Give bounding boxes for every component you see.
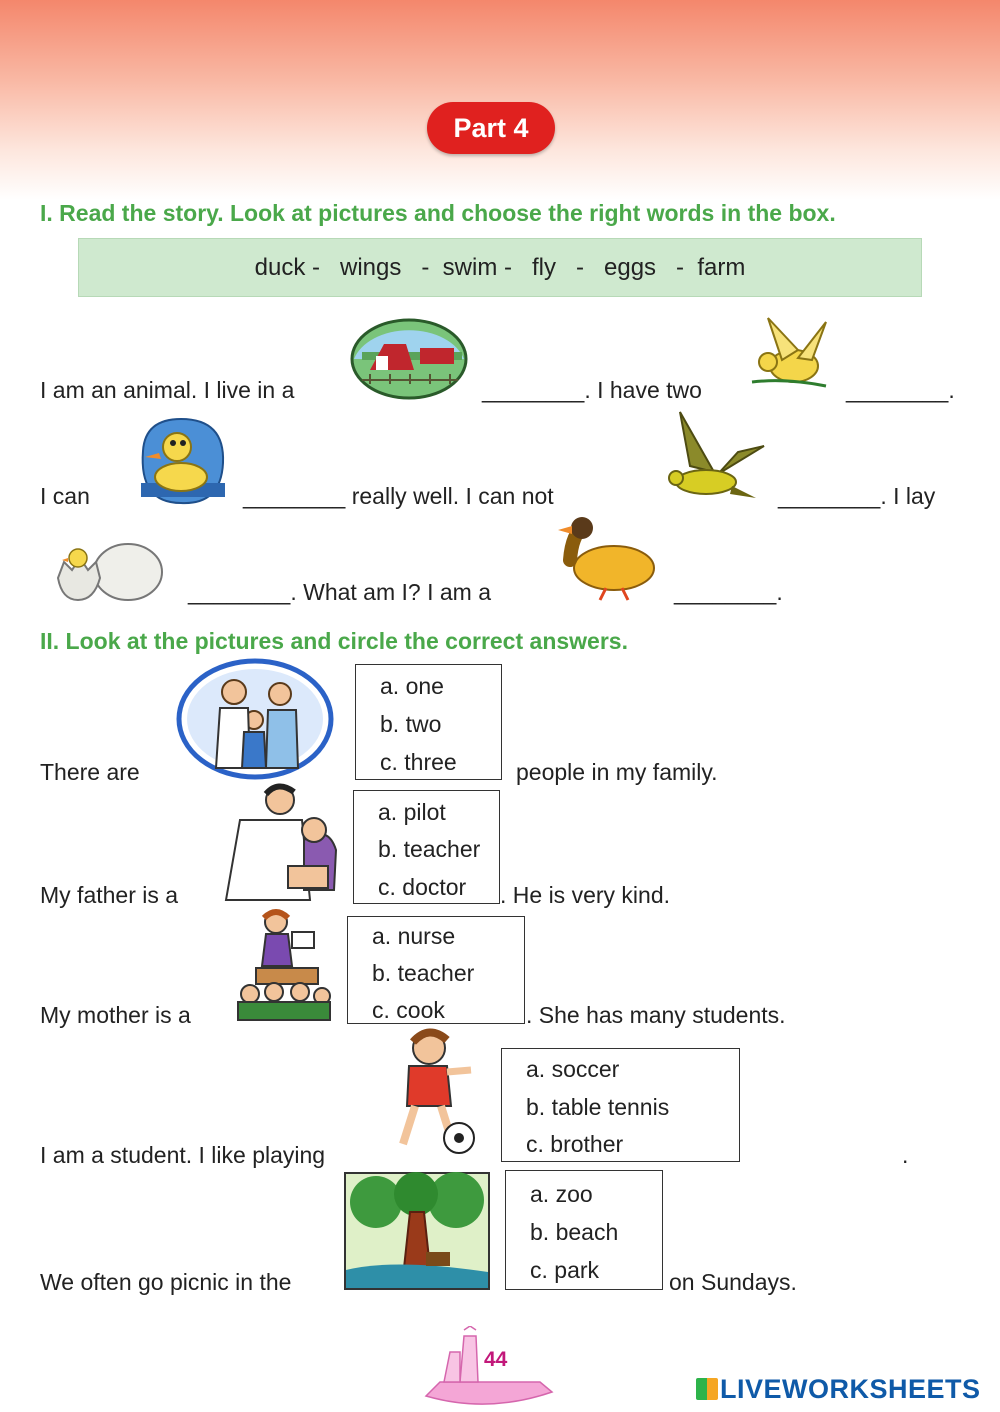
q5-option-a[interactable]: a. zoo [530, 1181, 593, 1207]
doctor-picture [218, 780, 340, 904]
liveworksheets-logo [696, 1374, 981, 1405]
q3-after-text: . She has many students. [526, 1002, 786, 1028]
q5-after-text: on Sundays. [669, 1269, 797, 1295]
q1-after-text: people in my family. [516, 759, 718, 785]
q2-text: My father is a [40, 882, 179, 908]
q1-options-box [355, 664, 502, 780]
q1-option-b[interactable]: b. two [380, 711, 442, 737]
q4-option-a[interactable]: a. soccer [526, 1056, 620, 1082]
q4-options-box [501, 1048, 740, 1162]
story-blank-fly[interactable]: ________. I lay [778, 483, 936, 509]
q5-option-b[interactable]: b. beach [530, 1219, 619, 1245]
word-box: duck - wings - swim - fly - eggs - farm [78, 238, 922, 297]
q4-option-c[interactable]: c. brother [526, 1131, 624, 1157]
duck-picture [552, 514, 660, 602]
story-text-2: I can [40, 483, 90, 509]
story-blank-eggs[interactable]: ________. What am I? I am a [188, 579, 492, 605]
q3-option-c[interactable]: c. cook [372, 997, 445, 1023]
flying-bird-picture [660, 406, 766, 506]
q5-text: We often go picnic in the [40, 1269, 292, 1295]
part-badge: Part 4 [427, 102, 555, 154]
q4-after-text: . [902, 1142, 909, 1168]
q2-option-c[interactable]: c. doctor [378, 874, 467, 900]
q1-text: There are [40, 759, 140, 785]
q2-after-text: . He is very kind. [500, 882, 670, 908]
family-picture [176, 658, 334, 780]
farm-picture [350, 318, 468, 400]
q1-option-a[interactable]: a. one [380, 673, 444, 699]
teacher-picture [236, 906, 332, 1022]
q3-text: My mother is a [40, 1002, 191, 1028]
eggs-picture [54, 534, 166, 606]
q4-option-b[interactable]: b. table tennis [526, 1094, 670, 1120]
q2-options-box [353, 790, 500, 904]
q3-option-b[interactable]: b. teacher [372, 960, 475, 986]
q3-options-box [347, 916, 525, 1024]
header-banner [0, 0, 1000, 200]
page-number: 44 [484, 1348, 508, 1371]
story-blank-duck[interactable]: ________. [674, 579, 783, 605]
swimming-duck-picture [135, 415, 229, 507]
duck-wings-picture [746, 310, 832, 398]
q2-option-b[interactable]: b. teacher [378, 836, 481, 862]
story-blank-farm[interactable]: ________. I have two [482, 377, 702, 403]
story-blank-swim[interactable]: ________ really well. I can not [243, 483, 554, 509]
story-text-1: I am an animal. I live in a [40, 377, 295, 403]
park-picture [344, 1172, 490, 1290]
q1-option-c[interactable]: c. three [380, 749, 457, 775]
section1-heading: I. Read the story. Look at pictures and choose the right words in the box. [40, 200, 836, 226]
liveworksheets-logo-text: LIVEWORKSHEETS [720, 1374, 981, 1404]
story-blank-wings[interactable]: ________. [846, 377, 955, 403]
q4-text: I am a student. I like playing [40, 1142, 326, 1168]
q5-option-c[interactable]: c. park [530, 1257, 600, 1283]
soccer-boy-picture [385, 1026, 479, 1160]
q5-options-box [505, 1170, 663, 1290]
liveworksheets-logo-icon [696, 1378, 718, 1400]
section2-heading: II. Look at the pictures and circle the correct answers. [40, 628, 628, 654]
q2-option-a[interactable]: a. pilot [378, 799, 446, 825]
q3-option-a[interactable]: a. nurse [372, 923, 456, 949]
